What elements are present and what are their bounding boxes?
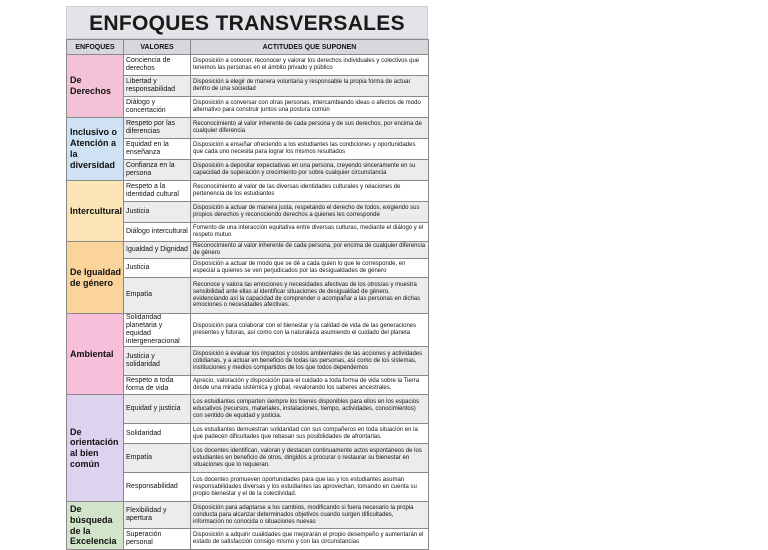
enfoque-igualdad-genero: De Igualdad de género — [67, 242, 124, 314]
valor-cell: Justicia y solidaridad — [124, 347, 191, 376]
actitud-cell: Disposición a conocer, reconocer y valorar los derechos individuales y colectivos que tenemos las personas en el ámbito privado y público — [191, 55, 429, 76]
valor-cell: Justicia — [124, 202, 191, 223]
valor-cell: Diálogo intercultural — [124, 223, 191, 242]
valor-cell: Respeto a la identidad cultural — [124, 181, 191, 202]
actitud-cell: Aprecio, valoración y disposición para el cuidado a toda forma de vida sobre la Tierra desde una mirada sistémica y global, revalorando los saberes ancestrales. — [191, 376, 429, 395]
valor-cell: Respeto por las diferencias — [124, 118, 191, 139]
table-row — [67, 118, 429, 139]
valor-cell: Empatía — [124, 278, 191, 314]
enfoque-bien-comun: De orientación al bien común — [67, 395, 124, 502]
table-row — [67, 502, 429, 529]
valor-cell: Empatía — [124, 444, 191, 473]
valor-cell: Superación personal — [124, 529, 191, 550]
header-valores: VALORES — [124, 40, 191, 55]
valor-cell: Solidaridad — [124, 424, 191, 444]
table-row — [67, 242, 429, 259]
actitud-cell: Disposición a conversar con otras personas, intercambiando ideas o afectos de modo alternativo para construir juntos una postura común — [191, 97, 429, 118]
table-row — [67, 314, 429, 347]
enfoques-table — [66, 39, 429, 550]
actitud-cell: Los estudiantes demuestran solidaridad con sus compañeros en toda situación en la que padecen dificultades que rebasan sus posibilidades de afrontarlas. — [191, 424, 429, 444]
actitud-cell: Reconocimiento al valor inherente de cada persona y de sus derechos, por encima de cualquier diferencia — [191, 118, 429, 139]
table-row — [67, 395, 429, 424]
enfoque-inclusivo: Inclusivo o Atención a la diversidad — [67, 118, 124, 181]
valor-cell: Equidad en la enseñanza — [124, 139, 191, 160]
actitud-cell: Reconocimiento al valor inherente de cada persona, por encima de cualquier diferencia de género — [191, 242, 429, 259]
valor-cell: Equidad y justicia — [124, 395, 191, 424]
actitud-cell: Los estudiantes comparten siempre los bienes disponibles para ellos en los espacios educativos (recursos, materiales, instalaciones, tiempo, actividades, conocimientos) con sentido de equidad y justicia. — [191, 395, 429, 424]
actitud-cell: Disposición a adquirir cualidades que mejorarán el propio desempeño y aumentarán el estado de satisfacción consigo mismo y con las circunstancias — [191, 529, 429, 550]
actitud-cell: Disposición a evaluar los impactos y costos ambientales de las acciones y actividades cotidianas, y a actuar en beneficio de todas las personas, así como de los sistemas, instituciones y medios compartidos de los que todos dependemos — [191, 347, 429, 376]
actitud-cell: Disposición a depositar expectativas en una persona, creyendo sinceramente en su capacidad de superación y crecimiento por sobre cualquier circunstancia — [191, 160, 429, 181]
header-enfoques: ENFOQUES — [67, 40, 124, 55]
actitud-cell: Los docentes identifican, valoran y destacan continuamente actos espontáneos de los estudiantes en beneficio de otros, dirigidos a procurar o restaurar su bienestar en situaciones que lo requieran. — [191, 444, 429, 473]
valor-cell: Justicia — [124, 259, 191, 278]
enfoque-ambiental: Ambiental — [67, 314, 124, 395]
page-title: ENFOQUES TRANSVERSALES — [66, 6, 428, 39]
table-row — [67, 181, 429, 202]
actitud-cell: Disposición a actuar de modo que se dé a cada quien lo que le corresponde, en especial a quienes se ven perjudicados por las desigualdades de género — [191, 259, 429, 278]
actitud-cell: Reconocimiento al valor de las diversas identidades culturales y relaciones de pertenencia de los estudiantes — [191, 181, 429, 202]
actitud-cell: Disposición a actuar de manera justa, respetando el derecho de todos, exigiendo sus propios derechos y reconociendo derechos a quienes les corresponde — [191, 202, 429, 223]
header-actitudes: ACTITUDES QUE SUPONEN — [191, 40, 429, 55]
actitud-cell: Disposición para adaptarse a los cambios, modificando si fuera necesario la propia conducta para alcanzar determinados objetivos cuando surgen dificultades, información no conocida o situaciones nuevas — [191, 502, 429, 529]
valor-cell: Libertad y responsabilidad — [124, 76, 191, 97]
valor-cell: Conciencia de derechos — [124, 55, 191, 76]
actitud-cell: Disposición a enseñar ofreciendo a los estudiantes las condiciones y oportunidades que cada uno necesita para lograr los mismos resultados — [191, 139, 429, 160]
actitud-cell: Fomento de una interacción equitativa entre diversas culturas, mediante el diálogo y el respeto mutuo — [191, 223, 429, 242]
actitud-cell: Reconoce y valora las emociones y necesidades afectivas de los otros/as y muestra sensibilidad ante ellas al identificar situaciones de desigualdad de género, evidenciando así la capacidad de comprender o acompañar a las personas en dichas emociones o necesidades afectivas. — [191, 278, 429, 314]
enfoque-derechos: De Derechos — [67, 55, 124, 118]
table-header-row — [67, 40, 429, 55]
enfoque-intercultural: Intercultural — [67, 181, 124, 242]
table-row — [67, 55, 429, 76]
valor-cell: Respeto a toda forma de vida — [124, 376, 191, 395]
actitud-cell: Disposición para colaborar con el bienestar y la calidad de vida de las generaciones presentes y futuras, así como con la naturaleza asumiendo el cuidado del planeta — [191, 314, 429, 347]
valor-cell: Confianza en la persona — [124, 160, 191, 181]
valor-cell: Responsabilidad — [124, 473, 191, 502]
valor-cell: Igualdad y Dignidad — [124, 242, 191, 259]
actitud-cell: Los docentes promueven oportunidades para que las y los estudiantes asuman responsabilidades diversas y los estudiantes las aprovechan, tomando en cuenta su propio bienestar y el de la colectividad. — [191, 473, 429, 502]
actitud-cell: Disposición a elegir de manera voluntaria y responsable la propia forma de actuar dentro de una sociedad — [191, 76, 429, 97]
enfoque-excelencia: De búsqueda de la Excelencia — [67, 502, 124, 550]
valor-cell: Flexibilidad y apertura — [124, 502, 191, 529]
document-sheet — [66, 6, 428, 547]
valor-cell: Solidaridad planetaria y equidad intergeneracional — [124, 314, 191, 347]
valor-cell: Diálogo y concertación — [124, 97, 191, 118]
